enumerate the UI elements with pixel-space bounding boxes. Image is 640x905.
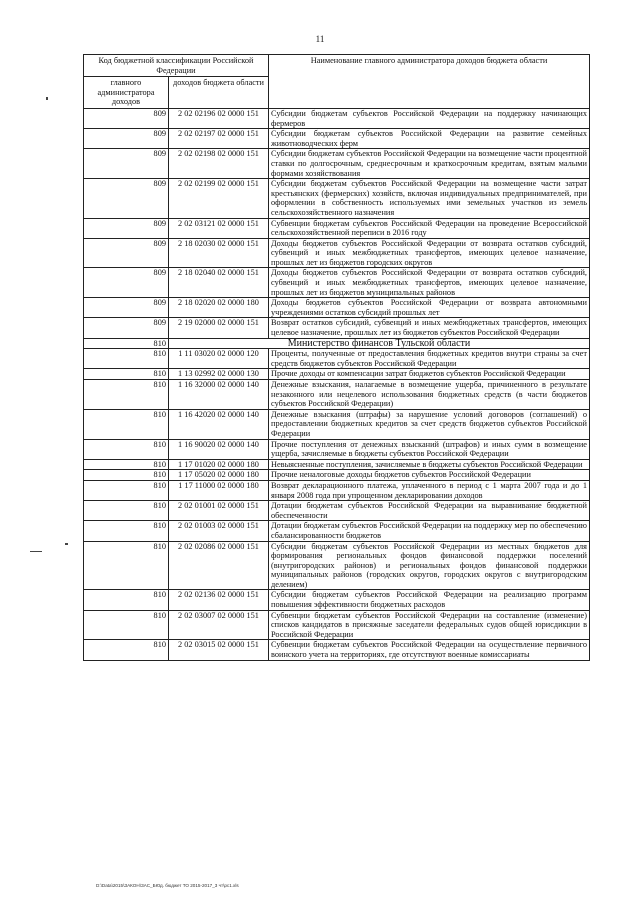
- admin-code-cell: 810: [84, 480, 169, 500]
- income-code-cell: 2 02 03121 02 0000 151: [169, 218, 269, 238]
- income-code-cell: 1 17 01020 02 0000 180: [169, 459, 269, 470]
- income-name-cell: Субсидии бюджетам субъектов Российской Федерации на возмещение части затрат крестьянских (фермерских) хозяйств, включая индивидуальных предпринимателей, при оформлении в собственность используемых ими земельных участков из земель сельскохозяйственного назначения: [269, 179, 590, 218]
- table-row: [84, 149, 590, 179]
- table-row: [84, 179, 590, 218]
- table-row: [84, 108, 590, 128]
- income-code-cell: 2 02 01003 02 0000 151: [169, 521, 269, 541]
- admin-code-cell: 809: [84, 129, 169, 149]
- scan-speck: [30, 551, 42, 552]
- income-name-cell: Возврат остатков субсидий, субвенций и иных межбюджетных трансфертов, имеющих целевое назначение, прошлых лет из бюджетов субъектов Российской Федерации: [269, 318, 590, 338]
- admin-code-cell: 810: [84, 470, 169, 481]
- income-name-cell: Субсидии бюджетам субъектов Российской Федерации на развитие семейных животноводческих ферм: [269, 129, 590, 149]
- header-income-column: доходов бюджета области: [169, 77, 269, 109]
- income-code-cell: 2 18 02030 02 0000 151: [169, 238, 269, 268]
- table-row: [84, 501, 590, 521]
- income-code-cell: 2 02 01001 02 0000 151: [169, 501, 269, 521]
- admin-code-cell: 809: [84, 298, 169, 318]
- income-code-cell: 2 02 02136 02 0000 151: [169, 590, 269, 610]
- income-name-cell: Проценты, полученные от предоставления бюджетных кредитов внутри страны за счет средств бюджетов субъектов Российской Федерации: [269, 349, 590, 369]
- income-name-cell: Субвенции бюджетам субъектов Российской Федерации на составление (изменение) списков кандидатов в присяжные заседатели федеральных судов общей юрисдикции в Российской Федерации: [269, 610, 590, 640]
- income-code-cell: 1 11 03020 02 0000 120: [169, 349, 269, 369]
- header-name-column: Наименование главного администратора доходов бюджета области: [269, 55, 590, 109]
- scan-speck: [46, 97, 48, 100]
- admin-code-cell: 810: [84, 521, 169, 541]
- ministry-heading-cell: Министерство финансов Тульской области: [169, 338, 590, 349]
- header-code-group: Код бюджетной классификации Российской Федерации: [84, 55, 269, 77]
- income-name-cell: Субвенции бюджетам субъектов Российской Федерации на осуществление первичного воинского учета на территориях, где отсутствуют военные комиссариаты: [269, 640, 590, 660]
- income-name-cell: Денежные взыскания (штрафы) за нарушение условий договоров (соглашений) о предоставлении бюджетных кредитов за счет средств бюджетов субъектов Российской Федерации: [269, 409, 590, 439]
- admin-code-cell: 810: [84, 439, 169, 459]
- table-row: [84, 610, 590, 640]
- table-row: [84, 129, 590, 149]
- income-name-cell: Доходы бюджетов субъектов Российской Федерации от возврата остатков субсидий, субвенций и иных межбюджетных трансфертов, имеющих целевое назначение, прошлых лет из бюджетов городских округов: [269, 238, 590, 268]
- admin-code-cell: 809: [84, 268, 169, 298]
- admin-code-cell: 809: [84, 149, 169, 179]
- table-row: [84, 640, 590, 660]
- table-row: [84, 480, 590, 500]
- income-name-cell: Субвенции бюджетам субъектов Российской Федерации на проведение Всероссийской сельскохозяйственной переписи в 2016 году: [269, 218, 590, 238]
- income-code-cell: 2 02 03015 02 0000 151: [169, 640, 269, 660]
- income-name-cell: Субсидии бюджетам субъектов Российской Федерации на поддержку начинающих фермеров: [269, 108, 590, 128]
- admin-code-cell: 809: [84, 108, 169, 128]
- income-code-cell: 2 02 02199 02 0000 151: [169, 179, 269, 218]
- revenue-admin-table: [83, 54, 590, 661]
- income-code-cell: 2 02 02196 02 0000 151: [169, 108, 269, 128]
- income-code-cell: 2 02 03007 02 0000 151: [169, 610, 269, 640]
- table-row: [84, 590, 590, 610]
- table-row: [84, 318, 590, 338]
- income-code-cell: 2 18 02040 02 0000 151: [169, 268, 269, 298]
- income-code-cell: 2 02 02197 02 0000 151: [169, 129, 269, 149]
- income-name-cell: Прочие доходы от компенсации затрат бюджетов субъектов Российской Федерации: [269, 369, 590, 380]
- table-row: [84, 298, 590, 318]
- income-name-cell: Прочие поступления от денежных взысканий (штрафов) и иных сумм в возмещение ущерба, зачисляемые в бюджеты субъектов Российской Федерации: [269, 439, 590, 459]
- page-number: 11: [315, 34, 325, 44]
- income-code-cell: 2 02 02198 02 0000 151: [169, 149, 269, 179]
- table-header-row: [84, 55, 590, 77]
- income-name-cell: Доходы бюджетов субъектов Российской Федерации от возврата остатков субсидий, субвенций и иных межбюджетных трансфертов, имеющих целевое назначение, прошлых лет из бюджетов муниципальных районов: [269, 268, 590, 298]
- admin-code-cell: 810: [84, 380, 169, 410]
- admin-code-cell: 810: [84, 590, 169, 610]
- table-row: [84, 218, 590, 238]
- income-code-cell: 2 18 02020 02 0000 180: [169, 298, 269, 318]
- income-code-cell: 1 16 42020 02 0000 140: [169, 409, 269, 439]
- admin-code-cell: 809: [84, 238, 169, 268]
- admin-code-cell: 809: [84, 179, 169, 218]
- income-name-cell: Дотации бюджетам субъектов Российской Федерации на выравнивание бюджетной обеспеченности: [269, 501, 590, 521]
- income-name-cell: Невыясненные поступления, зачисляемые в бюджеты субъектов Российской Федерации: [269, 459, 590, 470]
- header-admin-column: главного администратора доходов: [84, 77, 169, 109]
- admin-code-cell: 810: [84, 369, 169, 380]
- income-code-cell: 2 19 02000 02 0000 151: [169, 318, 269, 338]
- table-body: [84, 108, 590, 660]
- table-row: [84, 459, 590, 470]
- income-code-cell: 1 16 32000 02 0000 140: [169, 380, 269, 410]
- scan-speck: [65, 543, 68, 545]
- table-row: [84, 470, 590, 481]
- income-name-cell: Субсидии бюджетам субъектов Российской Федерации из местных бюджетов для формирования региональных фондов финансовой поддержки поселений (внутригородских районов) и региональных фондов финансовой поддержки муниципальных районов (городских округов, городских округов с внутригородским делением): [269, 541, 590, 590]
- income-name-cell: Денежные взыскания, налагаемые в возмещение ущерба, причиненного в результате незаконного или нецелевого использования бюджетных средств (в части бюджетов субъектов Российской Федерации): [269, 380, 590, 410]
- admin-code-cell: 810: [84, 349, 169, 369]
- income-name-cell: Субсидии бюджетам субъектов Российской Федерации на возмещение части процентной ставки по долгосрочным, среднесрочным и краткосрочным кредитам, взятым малыми формами хозяйствования: [269, 149, 590, 179]
- admin-code-cell: 810: [84, 409, 169, 439]
- income-code-cell: 1 17 05020 02 0000 180: [169, 470, 269, 481]
- income-name-cell: Доходы бюджетов субъектов Российской Федерации от возврата автономными учреждениями остатков субсидий прошлых лет: [269, 298, 590, 318]
- admin-code-cell: 810: [84, 640, 169, 660]
- income-code-cell: 1 17 11000 02 0000 180: [169, 480, 269, 500]
- admin-code-cell: 810: [84, 501, 169, 521]
- admin-code-cell: 809: [84, 318, 169, 338]
- table-row: [84, 338, 590, 349]
- admin-code-cell: 810: [84, 541, 169, 590]
- table-row: [84, 409, 590, 439]
- admin-code-cell: 810: [84, 338, 169, 349]
- income-name-cell: Прочие неналоговые доходы бюджетов субъектов Российской Федерации: [269, 470, 590, 481]
- table-row: [84, 349, 590, 369]
- income-code-cell: 1 16 90020 02 0000 140: [169, 439, 269, 459]
- table-row: [84, 541, 590, 590]
- income-name-cell: Возврат декларационного платежа, уплаченного в период с 1 марта 2007 года и до 1 января 2008 года при упрощенном декларировании доходов: [269, 480, 590, 500]
- table-row: [84, 238, 590, 268]
- admin-code-cell: 810: [84, 459, 169, 470]
- income-name-cell: Дотации бюджетам субъектов Российской Федерации на поддержку мер по обеспечению сбалансированности бюджетов: [269, 521, 590, 541]
- table-row: [84, 380, 590, 410]
- table-row: [84, 439, 590, 459]
- income-name-cell: Субсидии бюджетам субъектов Российской Федерации на реализацию программ повышения эффективности бюджетных расходов: [269, 590, 590, 610]
- income-code-cell: 2 02 02086 02 0000 151: [169, 541, 269, 590]
- table-row: [84, 268, 590, 298]
- file-path-footer: D:\Data\2015\ЗАКОН\ЗАС_БЮд. бюджет ТО 2015-2017_3 чт\рс1.xls: [96, 883, 239, 888]
- table-row: [84, 369, 590, 380]
- income-code-cell: 1 13 02992 02 0000 130: [169, 369, 269, 380]
- table-row: [84, 521, 590, 541]
- admin-code-cell: 809: [84, 218, 169, 238]
- admin-code-cell: 810: [84, 610, 169, 640]
